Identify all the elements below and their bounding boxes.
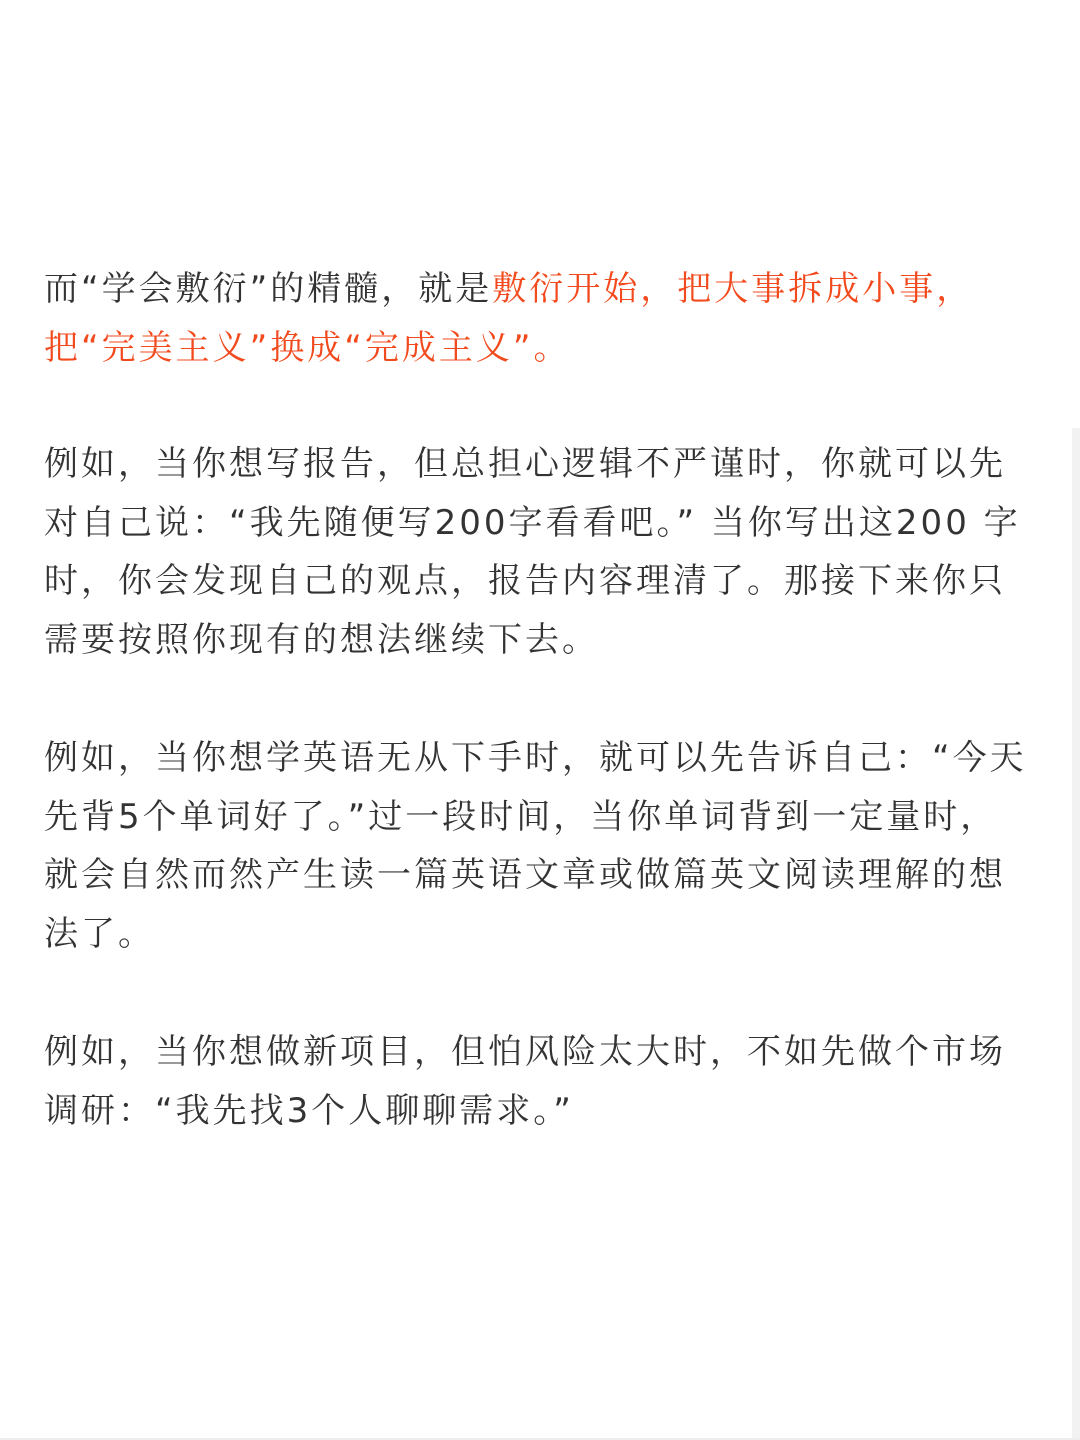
paragraph-intro	[44, 260, 1034, 377]
right-edge-divider	[1072, 428, 1080, 1440]
intro-text: 而“学会敷衍”的精髓，就是	[44, 269, 493, 309]
paragraph-project-example: 例如，当你想做新项目，但怕风险太大时，不如先做个市场调研：“我先找3个人聊聊需求。”	[44, 1032, 1006, 1131]
article-body	[44, 260, 1034, 1200]
paragraph-report-example: 例如，当你想写报告，但总担心逻辑不严谨时，你就可以先对自己说：“我先随便写200字看看吧。” 当你写出这200 字时，你会发现自己的观点，报告内容理清了。那接下来你只需要按照你现有的想法继续下去。	[44, 444, 1021, 660]
paragraph-english-example: 例如，当你想学英语无从下手时，就可以先告诉自己：“今天先背5个单词好了。”过一段时间，当你单词背到一定量时，就会自然而然产生读一篇英语文章或做篇英文阅读理解的想法了。	[44, 738, 1027, 954]
highlighted-text: 敷衍开始，把大事拆成小事，把“完美主义”换成“完成主义”。	[44, 269, 974, 368]
